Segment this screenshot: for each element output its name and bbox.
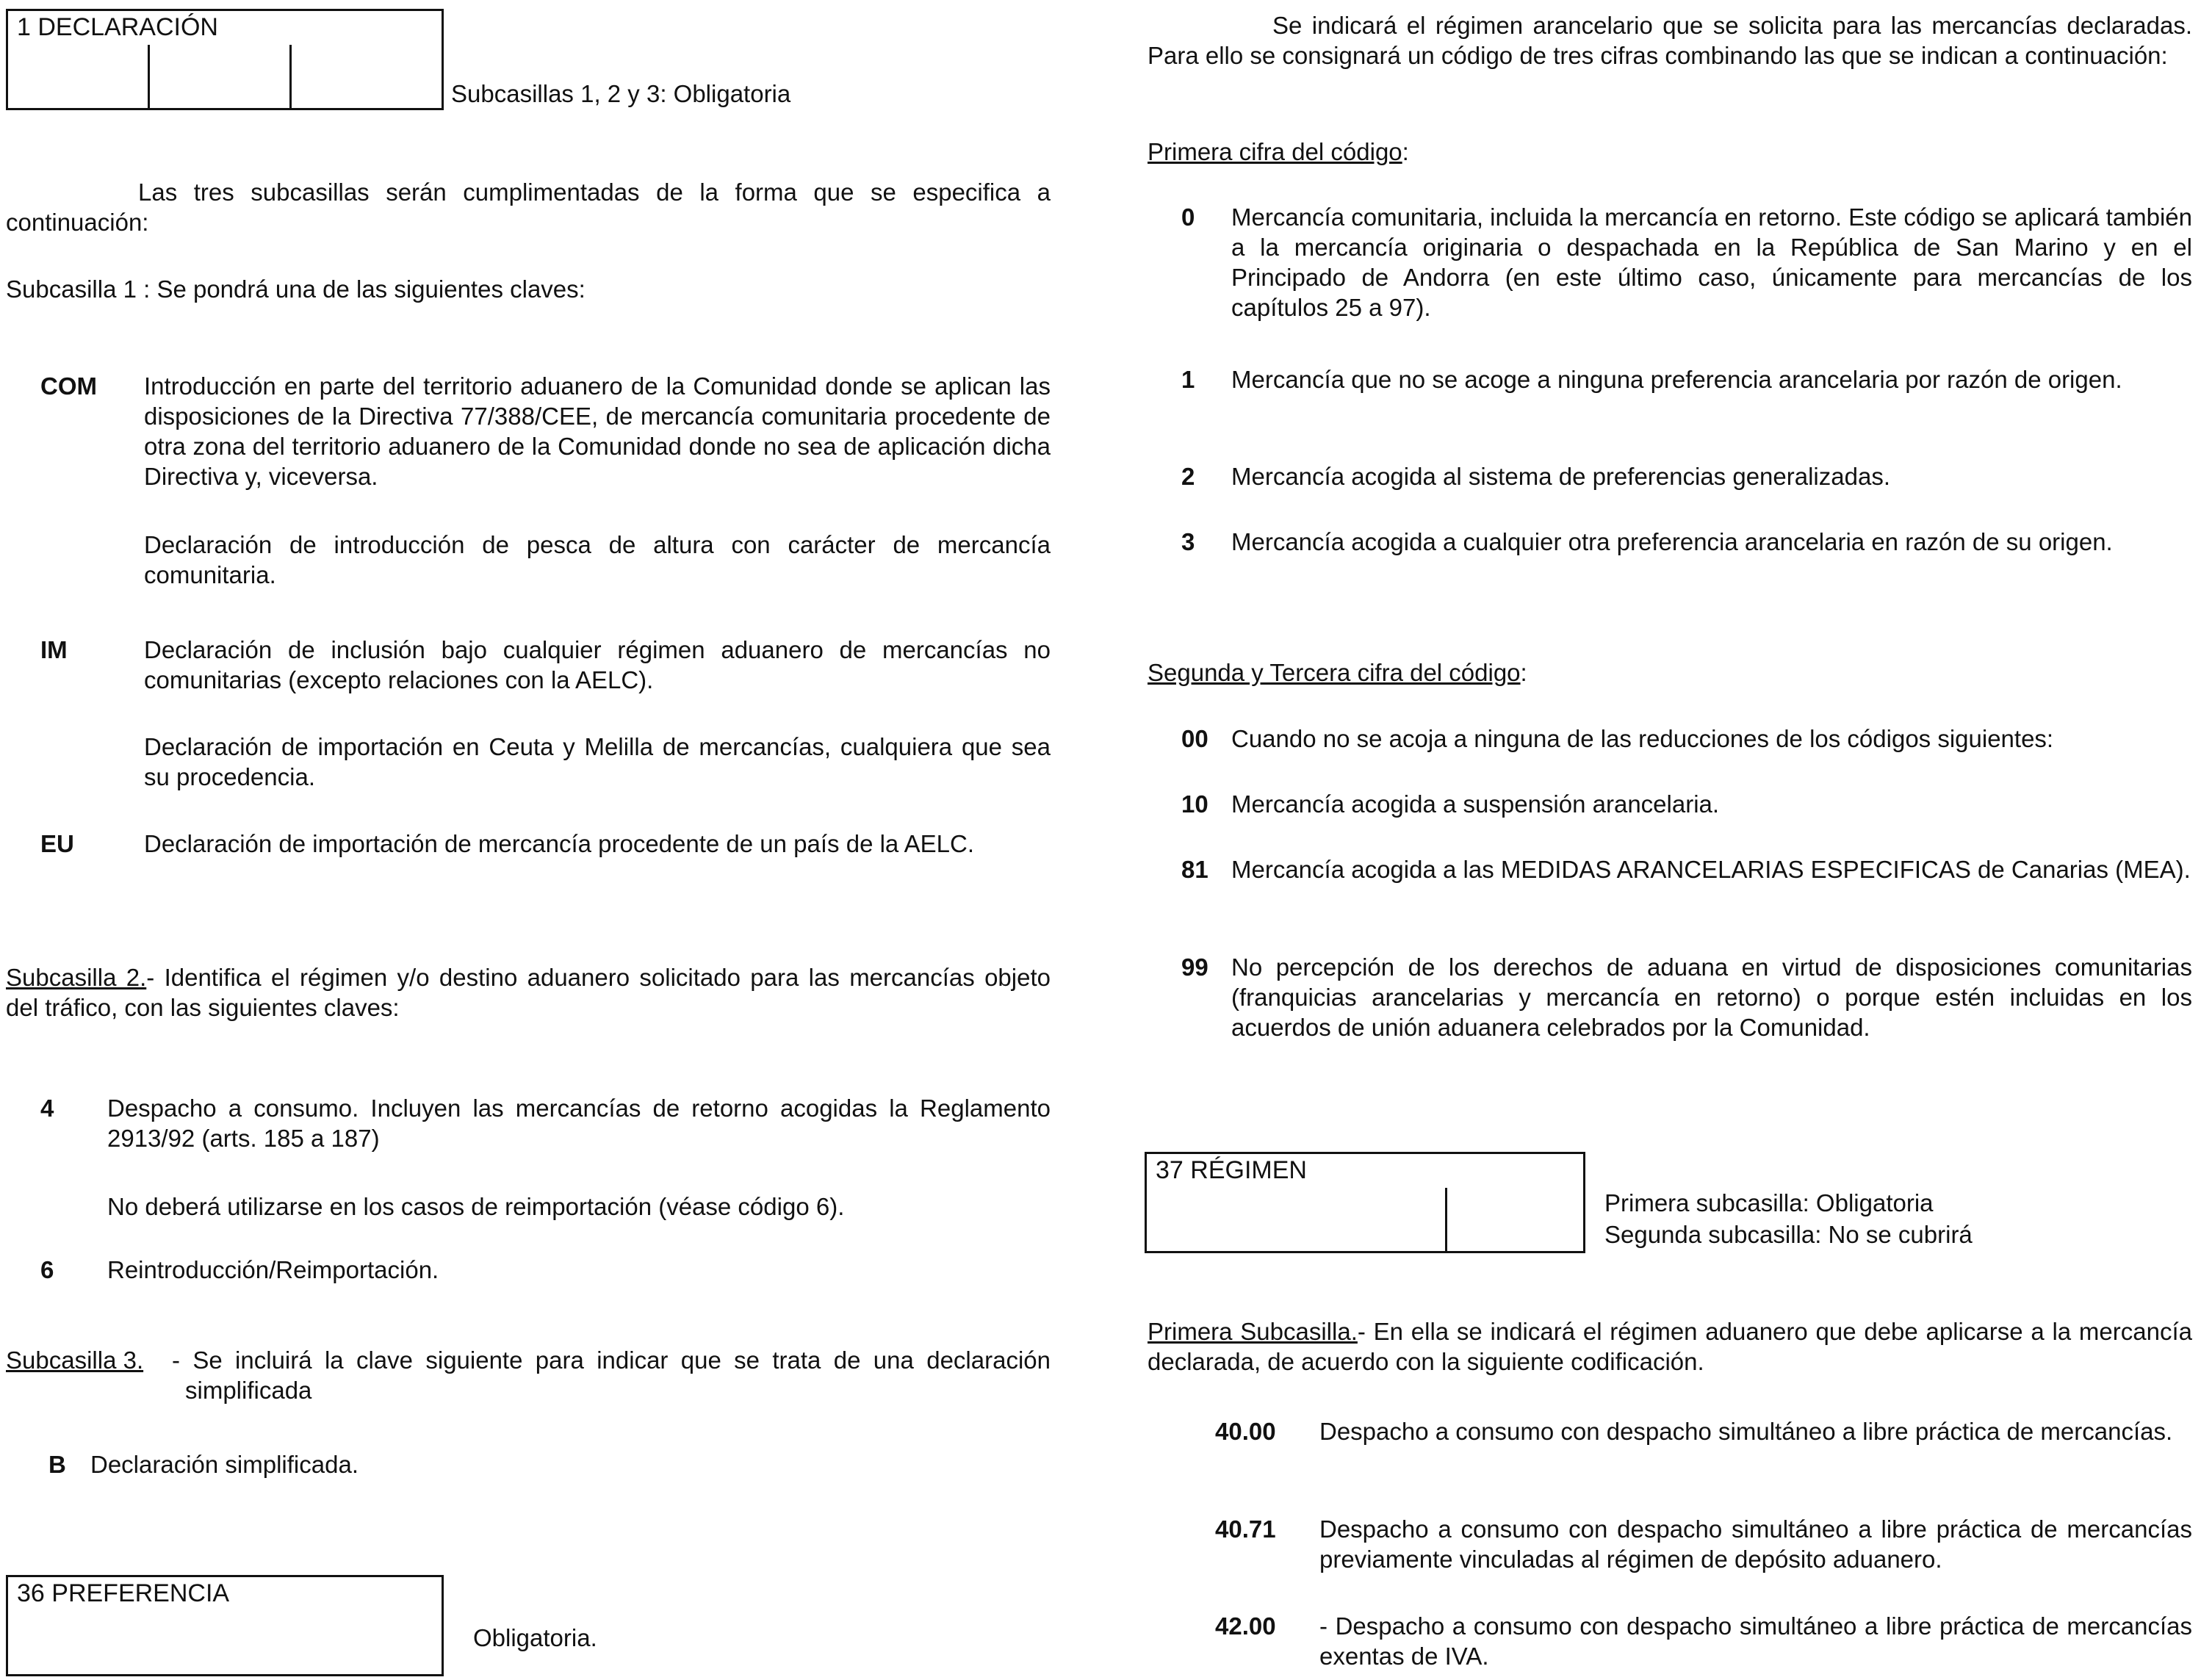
first-subcasilla-label: Primera Subcasilla. bbox=[1148, 1318, 1358, 1345]
first-digit-code-1: 1 bbox=[1181, 366, 1195, 393]
subcasilla-3-text: - Se incluirá la clave siguiente para indicar que se trata de una declaración simplificada bbox=[172, 1346, 1051, 1404]
regime-desc-4200: - Despacho a consumo con despacho simultáneo a libre práctica de mercancías exentas de IVA. bbox=[1319, 1612, 2192, 1670]
second-third-code-00: 00 bbox=[1181, 725, 1208, 752]
box-36-preferencia bbox=[6, 1575, 444, 1676]
code-6-desc: Reintroducción/Reimportación. bbox=[107, 1256, 439, 1283]
box-1-declaracion bbox=[6, 9, 444, 110]
second-third-code-99: 99 bbox=[1181, 953, 1208, 981]
code-im: IM bbox=[40, 636, 68, 663]
first-digit-label: Primera cifra del código bbox=[1148, 138, 1402, 165]
second-third-code-81: 81 bbox=[1181, 856, 1208, 883]
box-1-note: Subcasillas 1, 2 y 3: Obligatoria bbox=[451, 80, 791, 107]
first-digit-desc-0: Mercancía comunitaria, incluida la mercancía en retorno. Este código se aplicará también a la mercancía originaria o despachada en la República de San Marino y en el Principado de Andorra (en este último caso, únicamente para mercancías de los capítulos 25 a 97). bbox=[1231, 203, 2192, 321]
box-1-divider bbox=[289, 45, 292, 110]
code-4: 4 bbox=[40, 1095, 54, 1122]
box-37-note-1: Primera subcasilla: Obligatoria bbox=[1604, 1189, 1934, 1216]
second-third-heading: Segunda y Tercera cifra del código: bbox=[1148, 659, 1527, 686]
regime-desc-4000: Despacho a consumo con despacho simultáneo a libre práctica de mercancías. bbox=[1319, 1418, 2173, 1445]
code-eu: EU bbox=[40, 830, 74, 857]
code-eu-desc: Declaración de importación de mercancía procedente de un país de la AELC. bbox=[144, 830, 975, 857]
first-subcasilla-paragraph bbox=[1148, 1316, 2192, 1377]
code-com: COM bbox=[40, 372, 97, 400]
box-37-title: 37 RÉGIMEN bbox=[1156, 1156, 1307, 1184]
regime-code-4071: 40.71 bbox=[1215, 1515, 1276, 1543]
box-36-note: Obligatoria. bbox=[473, 1624, 597, 1651]
first-digit-desc-2: Mercancía acogida al sistema de preferencias generalizadas. bbox=[1231, 463, 1890, 490]
code-6: 6 bbox=[40, 1256, 54, 1283]
code-com-desc-2: Declaración de introducción de pesca de altura con carácter de mercancía comunitaria. bbox=[144, 531, 1051, 588]
subcasilla-2-text: - Identifica el régimen y/o destino aduanero solicitado para las mercancías objeto del tráfico, con las siguientes claves: bbox=[6, 964, 1051, 1021]
subcasilla-2-paragraph bbox=[6, 962, 1051, 1023]
code-com-desc: Introducción en parte del territorio aduanero de la Comunidad donde se aplican las disposiciones de la Directiva 77/388/CEE, de mercancía comunitaria procedente de otra zona del territorio aduanero de la Comunidad donde no sea de aplicación dicha Directiva y, viceversa. bbox=[144, 372, 1051, 490]
intro-paragraph: Las tres subcasillas serán cumplimentadas de la forma que se especifica a continuación: bbox=[6, 179, 1051, 236]
subcasilla-3-label: Subcasilla 3. bbox=[6, 1346, 144, 1374]
code-4-desc: Despacho a consumo. Incluyen las mercancías de retorno acogidas la Reglamento 2913/92 (arts. 185 a 187) bbox=[107, 1095, 1051, 1152]
first-digit-desc-3: Mercancía acogida a cualquier otra preferencia arancelaria en razón de su origen. bbox=[1231, 528, 2113, 555]
second-third-desc-00: Cuando no se acoja a ninguna de las reducciones de los códigos siguientes: bbox=[1231, 725, 2054, 752]
code-b: B bbox=[48, 1451, 66, 1478]
first-digit-code-0: 0 bbox=[1181, 203, 1195, 231]
first-digit-code-3: 3 bbox=[1181, 528, 1195, 555]
subcasilla-1-intro: Subcasilla 1 : Se pondrá una de las siguientes claves: bbox=[6, 275, 586, 303]
first-digit-desc-1: Mercancía que no se acoge a ninguna preferencia arancelaria por razón de origen. bbox=[1231, 366, 2122, 393]
regime-code-4000: 40.00 bbox=[1215, 1418, 1276, 1445]
code-4-desc-2: No deberá utilizarse en los casos de reimportación (véase código 6). bbox=[107, 1193, 845, 1220]
second-third-desc-10: Mercancía acogida a suspensión arancelaria. bbox=[1231, 790, 1720, 818]
second-third-desc-81: Mercancía acogida a las MEDIDAS ARANCELARIAS ESPECIFICAS de Canarias (MEA). bbox=[1231, 856, 2191, 883]
box-1-divider bbox=[148, 45, 150, 110]
box-37-note-2: Segunda subcasilla: No se cubrirá bbox=[1604, 1221, 1973, 1248]
code-im-desc: Declaración de inclusión bajo cualquier régimen aduanero de mercancías no comunitarias (excepto relaciones con la AELC). bbox=[144, 636, 1051, 693]
first-subcasilla-text: - En ella se indicará el régimen aduanero que debe aplicarse a la mercancía declarada, de acuerdo con la siguiente codificación. bbox=[1148, 1318, 2192, 1375]
box-1-title: 1 DECLARACIÓN bbox=[17, 13, 218, 41]
code-b-desc: Declaración simplificada. bbox=[90, 1451, 359, 1478]
subcasilla-2-label: Subcasilla 2. bbox=[6, 964, 147, 991]
box-37-regimen bbox=[1145, 1152, 1585, 1253]
regime-desc-4071: Despacho a consumo con despacho simultáneo a libre práctica de mercancías previamente vinculadas al régimen de depósito aduanero. bbox=[1319, 1515, 2192, 1573]
second-third-label: Segunda y Tercera cifra del código bbox=[1148, 659, 1521, 686]
right-intro-paragraph: Se indicará el régimen arancelario que se solicita para las mercancías declaradas. Para ello se consignará un código de tres cifras combinando las que se indican a continuación: bbox=[1148, 12, 2192, 69]
first-digit-code-2: 2 bbox=[1181, 463, 1195, 490]
box-36-title: 36 PREFERENCIA bbox=[17, 1579, 230, 1607]
box-37-divider bbox=[1445, 1188, 1447, 1253]
code-im-desc-2: Declaración de importación en Ceuta y Melilla de mercancías, cualquiera que sea su procedencia. bbox=[144, 733, 1051, 790]
second-third-desc-99: No percepción de los derechos de aduana en virtud de disposiciones comunitarias (franquicias arancelarias y mercancía en retorno) o porque estén incluidas en los acuerdos de unión aduanera celebrados por la Comunidad. bbox=[1231, 953, 2192, 1041]
regime-code-4200: 42.00 bbox=[1215, 1612, 1276, 1640]
second-third-code-10: 10 bbox=[1181, 790, 1208, 818]
first-digit-heading: Primera cifra del código: bbox=[1148, 138, 1409, 165]
